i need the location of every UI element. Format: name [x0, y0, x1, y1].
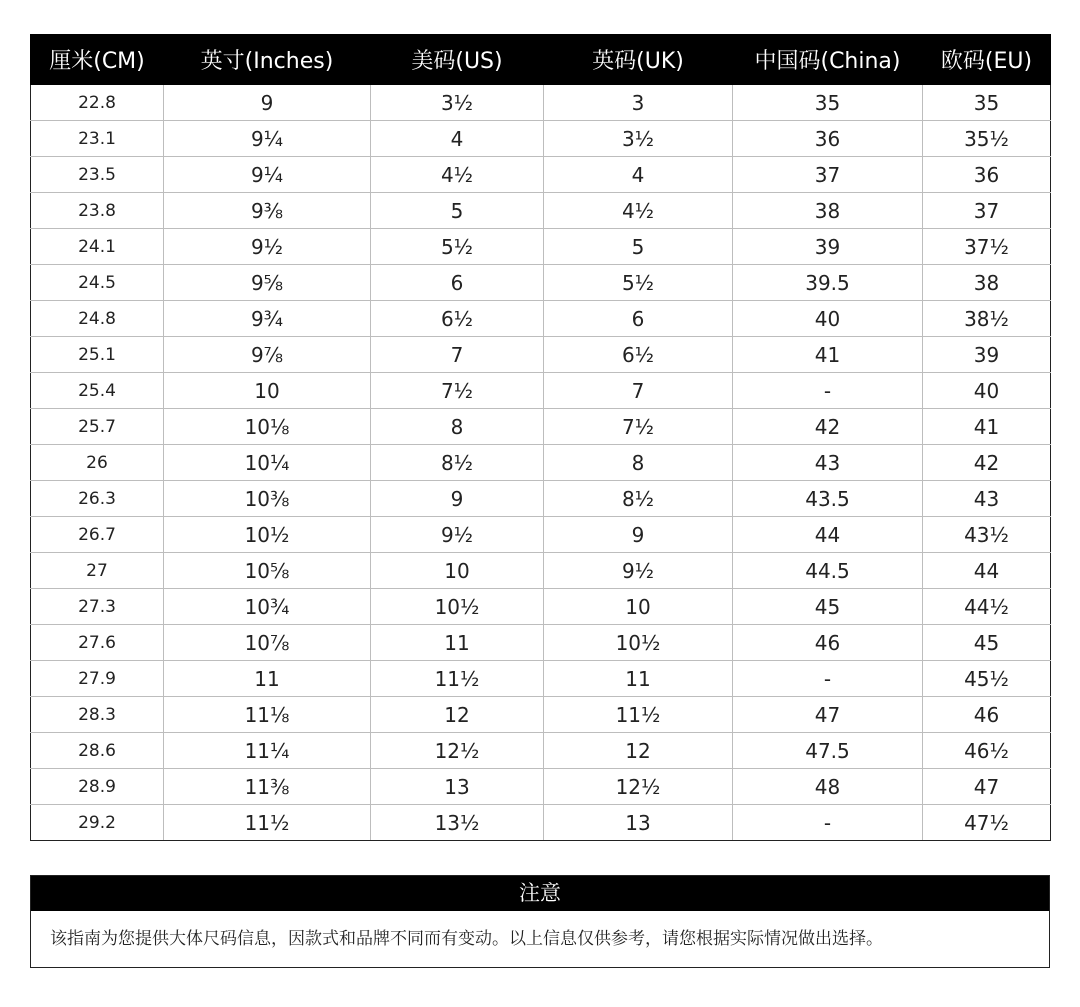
cell-cm: 24.5	[31, 265, 164, 301]
cell-china: 48	[733, 769, 923, 805]
cell-eu: 45½	[923, 661, 1051, 697]
cell-uk: 7	[544, 373, 733, 409]
notice-title: 注意	[31, 876, 1049, 911]
cell-china: 36	[733, 121, 923, 157]
cell-eu: 39	[923, 337, 1051, 373]
cell-us: 8	[371, 409, 544, 445]
cell-uk: 6	[544, 301, 733, 337]
table-header-row	[31, 35, 1051, 85]
cell-eu: 44	[923, 553, 1051, 589]
cell-uk: 12	[544, 733, 733, 769]
cell-us: 13	[371, 769, 544, 805]
table-row	[31, 193, 1051, 229]
cell-cm: 25.1	[31, 337, 164, 373]
cell-eu: 35½	[923, 121, 1051, 157]
notice-box	[30, 875, 1050, 968]
cell-china: 45	[733, 589, 923, 625]
cell-uk: 3	[544, 85, 733, 121]
cell-eu: 37½	[923, 229, 1051, 265]
cell-us: 4	[371, 121, 544, 157]
cell-eu: 43	[923, 481, 1051, 517]
cell-eu: 46½	[923, 733, 1051, 769]
table-row	[31, 373, 1051, 409]
cell-eu: 43½	[923, 517, 1051, 553]
cell-uk: 7½	[544, 409, 733, 445]
cell-cm: 25.7	[31, 409, 164, 445]
cell-eu: 46	[923, 697, 1051, 733]
cell-cm: 29.2	[31, 805, 164, 841]
cell-us: 10½	[371, 589, 544, 625]
table-row	[31, 517, 1051, 553]
cell-us: 6	[371, 265, 544, 301]
cell-eu: 47	[923, 769, 1051, 805]
cell-us: 7½	[371, 373, 544, 409]
cell-inches: 10½	[164, 517, 371, 553]
cell-us: 11	[371, 625, 544, 661]
header-cm: 厘米(CM)	[31, 35, 164, 85]
cell-uk: 4½	[544, 193, 733, 229]
cell-cm: 27.9	[31, 661, 164, 697]
cell-inches: 10¼	[164, 445, 371, 481]
cell-china: 40	[733, 301, 923, 337]
cell-us: 5	[371, 193, 544, 229]
cell-cm: 26.3	[31, 481, 164, 517]
cell-cm: 23.8	[31, 193, 164, 229]
table-row	[31, 697, 1051, 733]
header-us: 美码(US)	[371, 35, 544, 85]
table-row	[31, 589, 1051, 625]
cell-us: 3½	[371, 85, 544, 121]
cell-cm: 23.1	[31, 121, 164, 157]
cell-cm: 25.4	[31, 373, 164, 409]
cell-us: 9½	[371, 517, 544, 553]
cell-cm: 22.8	[31, 85, 164, 121]
cell-us: 6½	[371, 301, 544, 337]
cell-inches: 11	[164, 661, 371, 697]
cell-inches: 9⅞	[164, 337, 371, 373]
cell-uk: 6½	[544, 337, 733, 373]
cell-cm: 27.3	[31, 589, 164, 625]
cell-china: 42	[733, 409, 923, 445]
cell-china: -	[733, 373, 923, 409]
cell-us: 9	[371, 481, 544, 517]
cell-uk: 4	[544, 157, 733, 193]
table-row	[31, 265, 1051, 301]
cell-inches: 11⅛	[164, 697, 371, 733]
cell-inches: 10	[164, 373, 371, 409]
cell-uk: 9	[544, 517, 733, 553]
cell-us: 8½	[371, 445, 544, 481]
table-row	[31, 661, 1051, 697]
table-row	[31, 121, 1051, 157]
cell-china: -	[733, 661, 923, 697]
table-row	[31, 229, 1051, 265]
cell-cm: 28.9	[31, 769, 164, 805]
cell-uk: 3½	[544, 121, 733, 157]
cell-china: 41	[733, 337, 923, 373]
table-row	[31, 625, 1051, 661]
size-chart-table	[30, 34, 1051, 841]
cell-uk: 13	[544, 805, 733, 841]
cell-eu: 44½	[923, 589, 1051, 625]
cell-uk: 5	[544, 229, 733, 265]
cell-uk: 9½	[544, 553, 733, 589]
table-row	[31, 409, 1051, 445]
cell-eu: 37	[923, 193, 1051, 229]
table-row	[31, 733, 1051, 769]
cell-eu: 40	[923, 373, 1051, 409]
table-row	[31, 157, 1051, 193]
cell-us: 12	[371, 697, 544, 733]
cell-us: 12½	[371, 733, 544, 769]
cell-cm: 24.8	[31, 301, 164, 337]
cell-cm: 28.3	[31, 697, 164, 733]
cell-china: 38	[733, 193, 923, 229]
cell-us: 13½	[371, 805, 544, 841]
table-row	[31, 769, 1051, 805]
header-china: 中国码(China)	[733, 35, 923, 85]
cell-china: 44	[733, 517, 923, 553]
cell-us: 5½	[371, 229, 544, 265]
table-row	[31, 805, 1051, 841]
table-row	[31, 85, 1051, 121]
cell-eu: 35	[923, 85, 1051, 121]
cell-uk: 10½	[544, 625, 733, 661]
cell-uk: 12½	[544, 769, 733, 805]
cell-inches: 10⅜	[164, 481, 371, 517]
cell-cm: 27	[31, 553, 164, 589]
cell-uk: 11	[544, 661, 733, 697]
cell-inches: 10¾	[164, 589, 371, 625]
cell-inches: 9	[164, 85, 371, 121]
cell-cm: 23.5	[31, 157, 164, 193]
cell-uk: 8	[544, 445, 733, 481]
cell-inches: 10⅝	[164, 553, 371, 589]
header-uk: 英码(UK)	[544, 35, 733, 85]
cell-cm: 27.6	[31, 625, 164, 661]
cell-eu: 38½	[923, 301, 1051, 337]
cell-inches: 9¼	[164, 121, 371, 157]
cell-us: 7	[371, 337, 544, 373]
cell-eu: 42	[923, 445, 1051, 481]
cell-inches: 11¼	[164, 733, 371, 769]
table-row	[31, 301, 1051, 337]
cell-eu: 47½	[923, 805, 1051, 841]
cell-china: 43.5	[733, 481, 923, 517]
notice-text: 该指南为您提供大体尺码信息，因款式和品牌不同而有变动。以上信息仅供参考，请您根据实际情况做出选择。	[50, 929, 883, 949]
table-row	[31, 481, 1051, 517]
table-row	[31, 337, 1051, 373]
cell-inches: 9½	[164, 229, 371, 265]
cell-china: 46	[733, 625, 923, 661]
table-row	[31, 445, 1051, 481]
table-body	[31, 85, 1051, 841]
cell-uk: 5½	[544, 265, 733, 301]
cell-inches: 10⅛	[164, 409, 371, 445]
cell-eu: 38	[923, 265, 1051, 301]
cell-uk: 11½	[544, 697, 733, 733]
cell-inches: 10⅞	[164, 625, 371, 661]
cell-inches: 9¼	[164, 157, 371, 193]
cell-uk: 8½	[544, 481, 733, 517]
cell-china: 39	[733, 229, 923, 265]
cell-inches: 9⅝	[164, 265, 371, 301]
cell-eu: 45	[923, 625, 1051, 661]
cell-china: 47.5	[733, 733, 923, 769]
cell-cm: 24.1	[31, 229, 164, 265]
cell-us: 10	[371, 553, 544, 589]
cell-uk: 10	[544, 589, 733, 625]
cell-china: 43	[733, 445, 923, 481]
cell-china: 37	[733, 157, 923, 193]
cell-cm: 28.6	[31, 733, 164, 769]
cell-inches: 11⅜	[164, 769, 371, 805]
cell-inches: 11½	[164, 805, 371, 841]
cell-us: 11½	[371, 661, 544, 697]
cell-cm: 26.7	[31, 517, 164, 553]
cell-china: 39.5	[733, 265, 923, 301]
cell-eu: 41	[923, 409, 1051, 445]
cell-inches: 9¾	[164, 301, 371, 337]
cell-china: -	[733, 805, 923, 841]
cell-china: 35	[733, 85, 923, 121]
header-eu: 欧码(EU)	[923, 35, 1051, 85]
cell-china: 44.5	[733, 553, 923, 589]
cell-inches: 9⅜	[164, 193, 371, 229]
cell-us: 4½	[371, 157, 544, 193]
cell-cm: 26	[31, 445, 164, 481]
table-row	[31, 553, 1051, 589]
cell-china: 47	[733, 697, 923, 733]
cell-eu: 36	[923, 157, 1051, 193]
header-inches: 英寸(Inches)	[164, 35, 371, 85]
